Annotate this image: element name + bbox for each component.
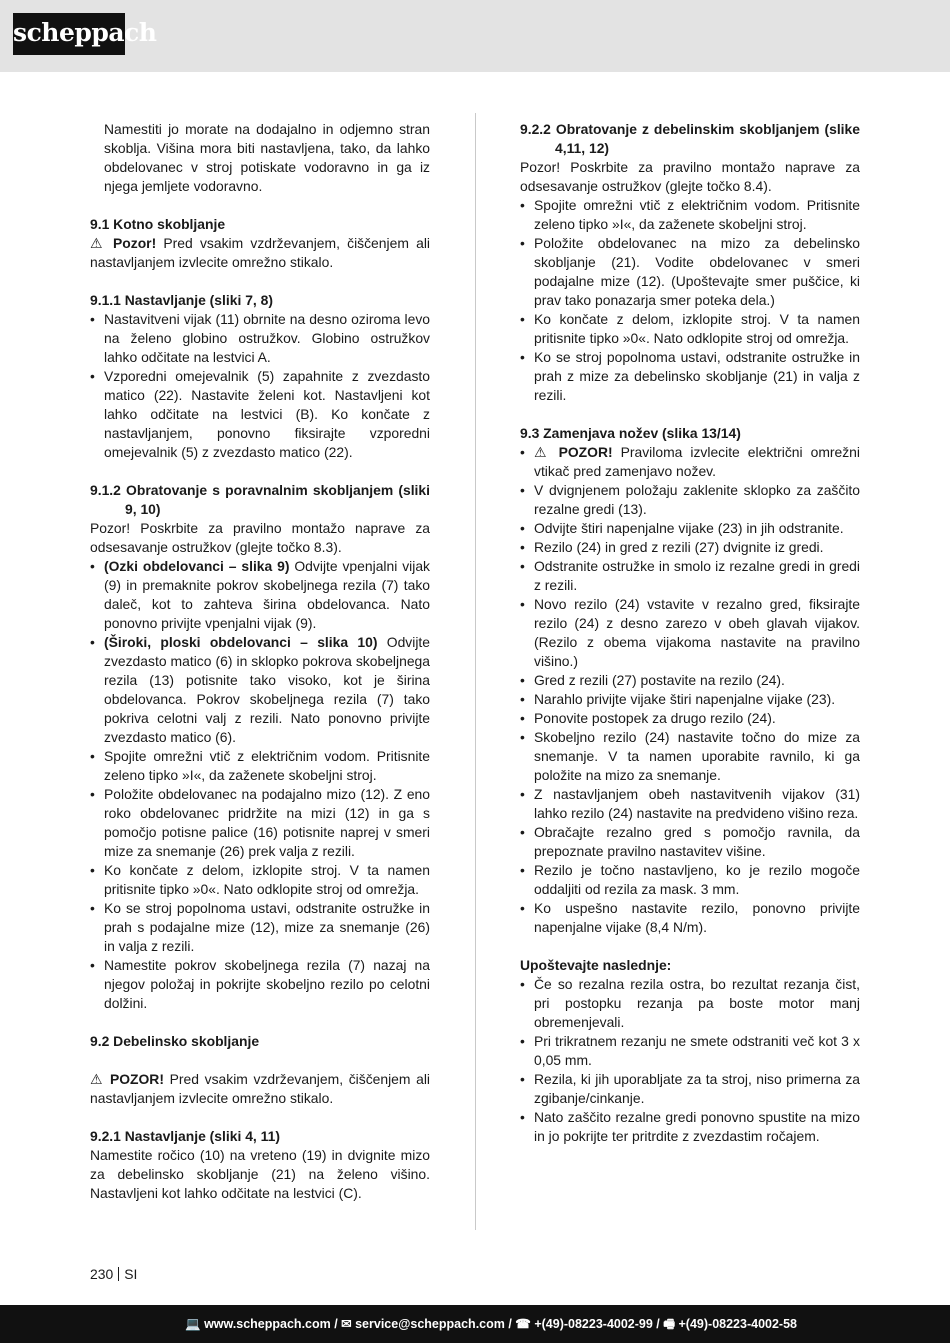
list-item: • (Ozki obdelovanci – slika 9) Odvijte vpenjalni vijak (9) in premaknite pokrov skobeljnega rezila (7) tako daleč, kot to zahteva širina obdelovanca. Nato ponovno privijte vpenjalni vijak (9). [90,557,430,633]
warning-icon: ⚠ [534,444,551,460]
list-item: • Ponovite postopek za drugo rezilo (24). [520,709,860,728]
left-column [90,120,430,1203]
list-item: • Spojite omrežni vtič z električnim vodom. Pritisnite zeleno tipko »I«, da zaženete skobeljni stroj. [90,747,430,785]
list-item: • Ko končate z delom, izklopite stroj. V ta namen pritisnite tipko »0«. Nato odklopite stroj od omrežja. [90,861,430,899]
list-item: • Položite obdelovanec na podajalno mizo (12). Z eno roko obdelovanec pridržite na mizi (12) in ga s pomočjo potisne palice (16) potisnite naprej v smeri mize za snemanje (26) prek valja z rezili. [90,785,430,861]
list-item: • Spojite omrežni vtič z električnim vodom. Pritisnite zeleno tipko »I«, da zaženete skobeljni stroj. [520,196,860,234]
list-item: • Rezilo (24) in gred z rezili (27) dvignite iz gredi. [520,538,860,557]
list-9-1-1 [90,310,430,462]
list-item: • Ko končate z delom, izklopite stroj. V ta namen pritisnite tipko »0«. Nato odklopite stroj od omrežja. [520,310,860,348]
page-separator [118,1267,119,1281]
intro-paragraph: Namestiti jo morate na dodajalno in odjemno stran skoblja. Višina mora biti nastavljena, tako, da lahko obdelovanec v stroj potiskate vodoravno in ga iz njega jemljete vodoravno. [104,121,430,194]
warning-icon: ⚠ [90,1071,105,1087]
scheppach-logo: scheppach [13,13,125,55]
list-item: • Odvijte štiri napenjalne vijake (23) in jih odstranite. [520,519,860,538]
paragraph-9-2-2: Pozor! Poskrbite za pravilno montažo naprave za odsesavanje ostružkov (glejte točko 8.4). [520,159,860,194]
footer-contact: 💻 www.scheppach.com / ✉ service@scheppach.com / ☎ +(49)-08223-4002-99 / 🖷 +(49)-08223-4002-58 [185,1317,797,1331]
list-item: • Rezilo je točno nastavljeno, ko je rezilo mogoče oddaljiti od rezila za mask. 3 mm. [520,861,860,899]
warning-9-2: ⚠ POZOR! Pred vsakim vzdrževanjem, čiščenjem ali nastavljanjem izvlecite omrežno stikalo. [90,1071,431,1106]
list-item: • Če so rezalna rezila ostra, bo rezultat rezanja čist, pri postopku rezanja pa boste motor manj obremenjevali. [520,975,860,1032]
paragraph-9-2-1: Namestite ročico (10) na vreteno (19) in dvignite mizo za debelinsko skobljanje (21) na želeno višino. Nastavljeni kot lahko odčitate na lestvici (C). [90,1147,430,1201]
warning-icon: ⚠ [90,235,106,251]
heading-9-1-1: 9.1.1 Nastavljanje (sliki 7, 8) [90,292,273,308]
list-item: • Odstranite ostružke in smolo iz rezalne gredi in gredi z rezili. [520,557,860,595]
list-9-2-2 [520,196,860,405]
warning-9-1: ⚠ Pozor! Pred vsakim vzdrževanjem, čiščenjem ali nastavljanjem izvlecite omrežno stikalo. [90,235,430,270]
list-item: • Nato zaščito rezalne gredi ponovno spustite na mizo in jo pokrijte ter pritrdite z zvezdastim ročajem. [520,1108,860,1146]
heading-9-1: 9.1 Kotno skobljanje [90,216,226,232]
list-item: • Z nastavljanjem obeh nastavitvenih vijakov (31) lahko rezilo (24) nastavite na predvideno višino reza. [520,785,860,823]
list-item: • V dvignjenem položaju zaklenite sklopko za zaščito rezalne gredi (13). [520,481,860,519]
list-item: • (Široki, ploski obdelovanci – slika 10) Odvijte zvezdasto matico (6) in sklopko pokrova skobeljnega rezila (13) potisnite tako visoko, kot je širina obdelovanca. Pokrov skobeljnega rezila (7) tako pokriva celotni valj z rezili. Nato ponovno privijte zvezdasto matico (6). [90,633,430,747]
list-item: • Ko uspešno nastavite rezilo, ponovno privijte napenjalne vijake (8,4 N/m). [520,899,860,937]
list-item: • Rezila, ki jih uporabljate za ta stroj, niso primerna za zgibanje/cinkanje. [520,1070,860,1108]
heading-9-1-2: 9.1.2 Obratovanje s poravnalnim skobljanjem (sliki 9, 10) [90,482,430,517]
paragraph-9-1-2: Pozor! Poskrbite za pravilno montažo naprave za odsesavanje ostružkov (glejte točko 8.3). [90,520,430,555]
list-item: • Pri trikratnem rezanju ne smete odstraniti več kot 3 x 0,05 mm. [520,1032,860,1070]
list-item: • Nastavitveni vijak (11) obrnite na desno oziroma levo na želeno globino ostružkov. Globino ostružkov lahko odčitate na lestvici A. [90,310,430,367]
heading-9-3: 9.3 Zamenjava nožev (slika 13/14) [520,425,741,441]
right-column [520,120,860,1146]
list-item: • Gred z rezili (27) postavite na rezilo (24). [520,671,860,690]
list-item: • Skobeljno rezilo (24) nastavite točno do mize za snemanje. V ta namen uporabite ravnilo, ki ga položite na mizo za snemanje. [520,728,860,785]
heading-9-2: 9.2 Debelinsko skobljanje [90,1033,260,1049]
list-item: • Namestite pokrov skobeljnega rezila (7) nazaj na njegov položaj in pokrijte skobeljno rezilo po celotni dolžini. [90,956,430,1013]
list-item: • Narahlo privijte vijake štiri napenjalne vijake (23). [520,690,860,709]
list-note [520,975,860,1146]
list-item: • Obračajte rezalno gred s pomočjo ravnila, da prepoznate pravilno nastavitev višine. [520,823,860,861]
list-item: • ⚠ POZOR! Praviloma izvlecite električni omrežni vtikač pred zamenjavo nožev. [520,443,860,481]
heading-9-2-1: 9.2.1 Nastavljanje (sliki 4, 11) [90,1128,280,1144]
list-item: • Ko se stroj popolnoma ustavi, odstranite ostružke in prah z mize za debelinsko skobljanje (21) in valja z rezili. [520,348,860,405]
column-divider [475,113,476,1230]
list-9-3 [520,443,860,937]
list-item: • Položite obdelovanec na mizo za debelinsko skobljanje (21). Vodite obdelovanec v smeri podajalne mize (12). (Upoštevajte smer puščice, ki prav tako ponazarja smer poteka dela.) [520,234,860,310]
heading-note: Upoštevajte naslednje: [520,957,672,973]
footer-bar [0,1305,950,1343]
list-item: • Ko se stroj popolnoma ustavi, odstranite ostružke in prah s podajalne mize (12), mize za snemanje (26) in valja z rezili. [90,899,430,956]
list-item: • Novo rezilo (24) vstavite v rezalno gred, fiksirajte rezilo (24) z desno zarezo v obeh glavah vijakov. (Rezilo z obema vijakoma nastavite na pravilno višino.) [520,595,860,671]
list-9-1-2 [90,557,430,1013]
heading-9-2-2: 9.2.2 Obratovanje z debelinskim skobljanjem (slike 4,11, 12) [520,121,860,156]
list-item: • Vzporedni omejevalnik (5) zapahnite z zvezdasto matico (22). Nastavite želeni kot. Nastavljeni kot lahko odčitate na lestvici (B). Ko končate z nastavljanjem, ponovno fiksirajte vzporedni omejevalnik (5) z zvezdasto matico (22). [90,367,430,462]
page-number: 230 SI [90,1266,138,1282]
